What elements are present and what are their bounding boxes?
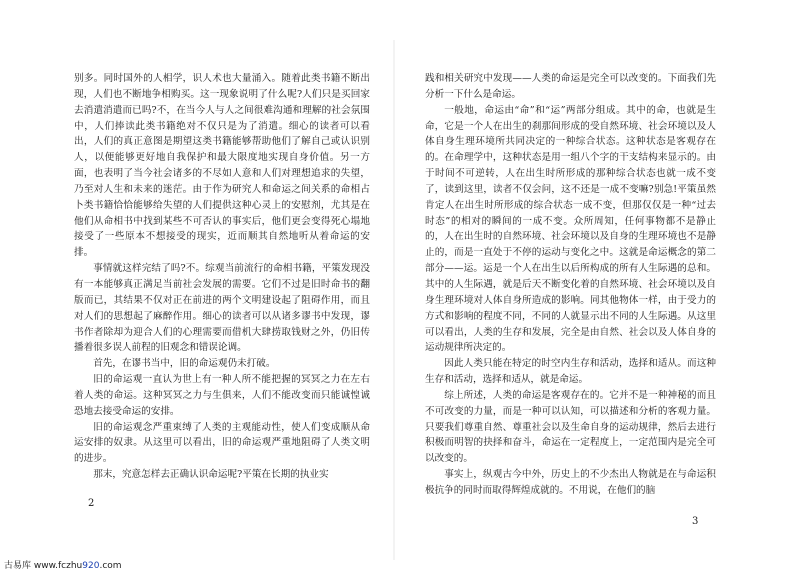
right-page-number: 3	[692, 516, 699, 527]
paragraph: 旧的命运观一直认为世上有一种人所不能把握的冥冥之力在左右着人类的命运。这种冥冥之力与生俱来，人们不能改变而只能诚惶诚恐地去接受命运的安排。	[74, 374, 370, 417]
paragraph: 旧的命运观念严重束缚了人类的主观能动性，使人们变成顺从命运安排的奴隶。从这里可以看出，旧的命运观严重地阻碍了人类文明的进步。	[74, 421, 370, 465]
watermark-site-a: www.fczhu	[33, 561, 83, 571]
paragraph: 事实上，纵观古今中外，历史上的不少杰出人物就是在与命运积极抗争的同时而取得辉煌成就的。不用说，在他们的脑	[425, 469, 716, 496]
paragraph: 事情就这样完结了吗?不。综观当前流行的命相书籍，平策发现没有一本能够真正满足当前社会发展的需要。它们不过是旧时命书的翻版而已，其结果不仅对正在前进的两个文明建设起了阻碍作用，而且对人们的思想起了麻醉作用。细心的读者可以从诸多谬书中发现，谬书作者除却为迎合人们的心理需要而借机大肆捞取钱财之外，仍旧传播着很多误人前程的旧观念和错误论调。	[74, 263, 370, 354]
watermark-site-b: 920	[82, 561, 100, 571]
watermark-prefix: 古易库	[4, 561, 32, 571]
paragraph: 践和相关研究中发现——人类的命运是完全可以改变的。下面我们先分析一下什么是命运。	[425, 73, 716, 100]
watermark-site-c: .com	[99, 561, 122, 571]
paragraph: 一般地，命运由“命”和“运”两部分组成。其中的命，也就是生命，它是一个人在出生的刹那间形成的受自然环境、社会环境以及人体自身生理环境所共同决定的一种综合状态。这种状态是客观存在的。在命理学中，这种状态是用一组八个字的干支结构来显示的。由于时间不可逆转，人在出生时所形成的那种综合状态也就一成不变了，读到这里，读者不仅会问，这不还是一成不变嘛?别急!平策虽然肯定人在出生时所形成的综合状态一成不变，但那仅仅是一种“过去时态”的相对的瞬间的一成不变。众所周知，任何事物都不是静止的，人在出生时的自然环境、社会环境以及自身的生理环境也不是静止的，而是一直处于不停的运动与变化之中。这就是命运概念的第二部分——运。运是一个人在出生以后所构成的所有人生际遇的总和。其中的人生际遇，就是后天不断变化着的自然环境、社会环境以及自身生理环境对人体自身所造成的影响。同其他物体一样，由于受力的方式和影响的程度不同，不同的人就显示出不同的人生际遇。从这里可以看出，人类的生存和发展，完全是由自然、社会以及人体自身的运动规律所决定的。	[425, 104, 716, 354]
paragraph: 因此人类只能在特定的时空内生存和活动，选择和适从。而这种生存和活动，选择和适从，就是命运。	[425, 358, 716, 386]
paragraph: 那末，究意怎样去正确认识命运呢?平策在长期的执业实	[93, 469, 329, 481]
right-page-text	[425, 71, 716, 499]
right-page	[396, 0, 793, 576]
paragraph: 综上所述，人类的命运是客观存在的。它并不是一种神秘的而且不可改变的力量，而是一种可以认知，可以描述和分析的客观力量。只要我们尊重自然、尊重社会以及生命自身的运动规律，然后去进行积极而明智的抉择和奋斗，命运在一定程度上，一定范围内是完全可以改变的。	[425, 389, 716, 465]
left-page-number: 2	[88, 498, 95, 509]
paragraph: 首先，在谬书当中，旧的命运观仍未打破。	[93, 358, 276, 370]
site-watermark	[4, 558, 122, 571]
left-page	[0, 0, 396, 576]
paragraph: 别多。同时国外的人相学，识人术也大量涌入。随着此类书籍不断出现，人们也不断地争相购买。这一现象说明了什么呢?人们只是买回家去消遣消遣而已吗?不，在当今人与人之间很难沟通和理解的社会氛围中，人们捧读此类书籍绝对不仅只是为了消遣。细心的读者可以看出，人们的真正意图是期望这类书籍能够帮助他们了解自己或认识别人，以便能够更好地自我保护和最大限度地实现自身价值。另一方面，也表明了当今社会诸多的不尽如人意和人们对理想追求的失望，乃至对人生和未来的迷茫。由于作为研究人和命运之间关系的命相占卜类书籍恰恰能够给失望的人们提供这种心灵上的安慰剂，尤其是在他们从命相书中找到某些不可否认的事实后，他们更会变得死心塌地接受了一些原本不想接受的现实，近而顺其自然地听从着命运的安排。	[74, 73, 370, 259]
left-page-text	[74, 71, 370, 483]
